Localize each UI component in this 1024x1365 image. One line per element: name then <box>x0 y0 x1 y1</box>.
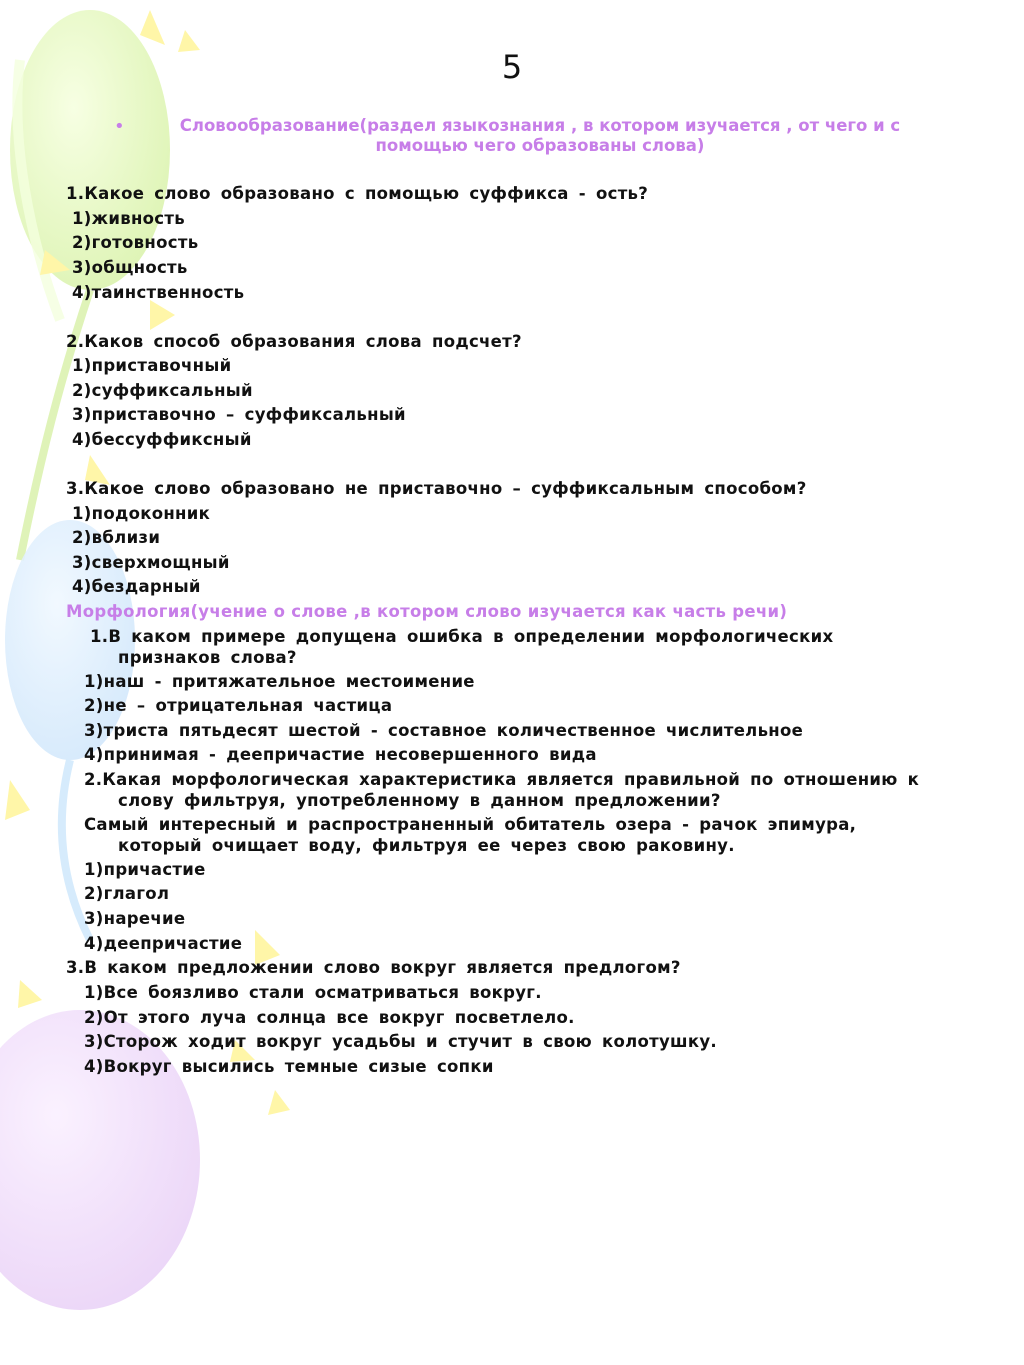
answer-option: 3)общность <box>72 258 188 277</box>
question-text-continued: признаков слова? <box>118 648 297 667</box>
answer-option: 1)наш - притяжательное местоимение <box>84 672 475 691</box>
answer-option: 3)сверхмощный <box>72 553 230 572</box>
answer-option: 3)триста пятьдесят шестой - составное количественное числительное <box>84 721 804 740</box>
answer-option: 2)суффиксальный <box>72 381 253 400</box>
question-text-continued: слову фильтруя, употребленному в данном предложении? <box>118 791 721 810</box>
answer-option: 2)глагол <box>84 884 170 903</box>
answer-option: 4)бессуффиксный <box>72 430 252 449</box>
question-text: 2.Каков способ образования слова подсчет? <box>66 332 522 351</box>
question-text: 1.В каком примере допущена ошибка в определении морфологических <box>90 627 834 646</box>
bullet-icon: • <box>114 116 125 137</box>
question-text: 2.Какая морфологическая характеристика является правильной по отношению к <box>84 770 920 789</box>
answer-option: 4)Вокруг высились темные сизые сопки <box>84 1057 494 1076</box>
question-text: 3.Какое слово образовано не приставочно – суффиксальным способом? <box>66 479 807 498</box>
section-title-line-2: помощью чего образованы слова) <box>375 136 705 155</box>
answer-option: 3)наречие <box>84 909 186 928</box>
answer-option: 4)деепричастие <box>84 934 243 953</box>
answer-option: 2)От этого луча солнца все вокруг посветлело. <box>84 1008 575 1027</box>
section-title-line-1: Словообразование(раздел языкознания , в котором изучается , от чего и с <box>179 116 901 135</box>
answer-option: 3)Сторож ходит вокруг усадьбы и стучит в свою колотушку. <box>84 1032 717 1051</box>
answer-option: 4)таинственность <box>72 283 245 302</box>
answer-option: 1)живность <box>72 209 185 228</box>
answer-option: 2)готовность <box>72 233 199 252</box>
answer-option: 2)не – отрицательная частица <box>84 696 393 715</box>
answer-option: 1)Все боязливо стали осматриваться вокруг. <box>84 983 542 1002</box>
question-text: 1.Какое слово образовано с помощью суффикса - ость? <box>66 184 649 203</box>
question-text: 3.В каком предложении слово вокруг является предлогом? <box>66 958 681 977</box>
section-title-morphology: Морфология(учение о слове ,в котором слово изучается как часть речи) <box>66 602 788 621</box>
answer-option: 1)причастие <box>84 860 206 879</box>
example-sentence-continued: который очищает воду, фильтруя ее через свою раковину. <box>118 836 735 855</box>
example-sentence: Самый интересный и распространенный обитатель озера - рачок эпимура, <box>84 815 857 834</box>
answer-option: 3)приставочно – суффиксальный <box>72 405 406 424</box>
answer-option: 1)подоконник <box>72 504 211 523</box>
section-title-word-formation <box>160 116 920 156</box>
answer-option: 4)принимая - деепричастие несовершенного вида <box>84 745 597 764</box>
answer-option: 4)бездарный <box>72 577 201 596</box>
answer-option: 1)приставочный <box>72 356 232 375</box>
answer-option: 2)вблизи <box>72 528 161 547</box>
page-number: 5 <box>501 48 523 86</box>
